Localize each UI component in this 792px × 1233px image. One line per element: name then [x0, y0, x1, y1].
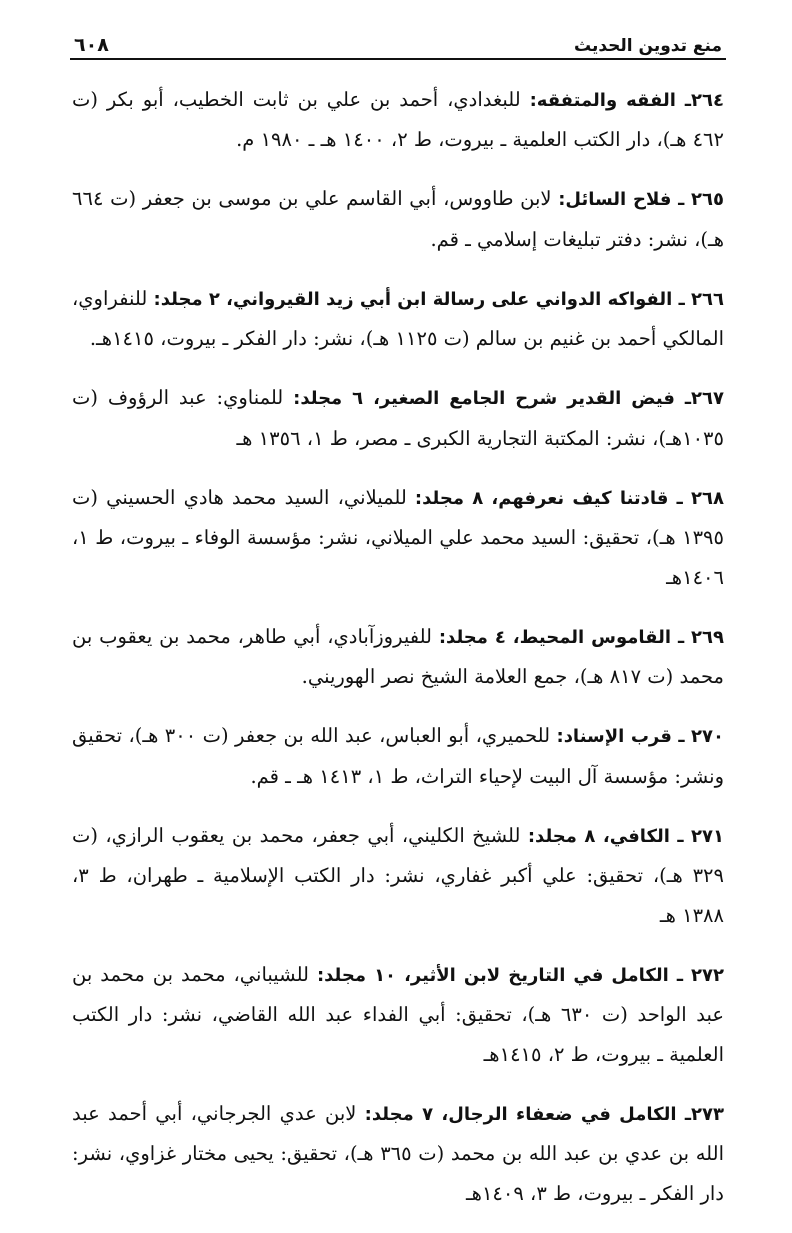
bibliography-entry-265: [70, 179, 726, 259]
entry-title: ٢٧٣ـ الكامل في ضعفاء الرجال، ٧ مجلد:: [364, 1103, 725, 1125]
running-title: منع تدوين الحديث: [573, 36, 722, 56]
entry-title: ٢٦٤ـ الفقه والمتفقه:: [529, 89, 724, 111]
bibliography-entry-270: [70, 716, 726, 796]
entry-title: ٢٧٠ ـ قرب الإسناد:: [556, 726, 725, 747]
entry-details: للفيروزآبادي، أبي طاهر، محمد بن يعقوب بن محمد (ت ٨١٧ هـ)، جمع العلامة الشيخ نصر الهوريني.: [72, 624, 724, 688]
running-header: [70, 26, 726, 60]
entry-title: ٢٧١ ـ الكافي، ٨ مجلد:: [527, 825, 725, 847]
entry-details: للميلاني، السيد محمد هادي الحسيني (ت ١٣٩٥ هـ)، تحقيق: السيد محمد علي الميلاني، نشر: مؤسسة الوفاء ـ بيروت، ط ١، ١٤٠٦هـ: [72, 485, 724, 589]
page-number: ٦٠٨: [74, 34, 109, 56]
bibliography-entry-272: [70, 955, 726, 1075]
entry-details: للنفراوي، المالكي أحمد بن غنيم بن سالم (ت ١١٢٥ هـ)، نشر: دار الفكر ـ بيروت، ١٤١٥هـ.: [72, 286, 724, 350]
entry-title: ٢٦٧ـ فيض القدير شرح الجامع الصغير، ٦ مجلد:: [293, 388, 725, 409]
bibliography-entry-267: [70, 378, 726, 458]
bibliography-list: [70, 80, 726, 1214]
entry-details: لابن طاووس، أبي القاسم علي بن موسى بن جعفر (ت ٦٦٤ هـ)، نشر: دفتر تبليغات إسلامي ـ قم.: [72, 187, 724, 251]
entry-details: للبغدادي، أحمد بن علي بن ثابت الخطيب، أبو بكر (ت ٤٦٢ هـ)، دار الكتب العلمية ـ بيروت، ط ٢، ١٤٠٠ هـ ـ ١٩٨٠ م.: [72, 87, 724, 151]
entry-details: للحميري، أبو العباس، عبد الله بن جعفر (ت ٣٠٠ هـ)، تحقيق ونشر: مؤسسة آل البيت لإحياء التراث، ط ١، ١٤١٣ هـ ـ قم.: [72, 724, 724, 788]
entry-title: ٢٦٩ ـ القاموس المحيط، ٤ مجلد:: [438, 626, 724, 648]
bibliography-entry-269: [70, 617, 726, 697]
entry-details: للشيخ الكليني، أبي جعفر، محمد بن يعقوب الرازي، (ت ٣٢٩ هـ)، تحقيق: علي أكبر غفاري، نشر: دار الكتب الإسلامية ـ طهران، ط ٣، ١٣٨٨ هـ: [72, 823, 724, 927]
entry-title: ٢٦٨ ـ قادتنا كيف نعرفهم، ٨ مجلد:: [414, 487, 725, 509]
entry-title: ٢٦٦ ـ الفواكه الدواني على رسالة ابن أبي زيد القيرواني، ٢ مجلد:: [153, 288, 725, 310]
entry-details: لابن عدي الجرجاني، أبي أحمد عبد الله بن عدي بن عبد الله بن محمد (ت ٣٦٥ هـ)، تحقيق: يحيى مختار غزاوي، نشر: دار الفكر ـ بيروت، ط ٣، ١٤٠٩هـ: [72, 1101, 724, 1205]
entry-details: للمناوي: عبد الرؤوف (ت ١٠٣٥هـ)، نشر: المكتبة التجارية الكبرى ـ مصر، ط ١، ١٣٥٦ هـ: [72, 386, 724, 450]
bibliography-entry-266: [70, 279, 726, 359]
book-page: [70, 26, 726, 1233]
bibliography-entry-264: [70, 80, 726, 160]
entry-title: ٢٧٢ ـ الكامل في التاريخ لابن الأثير، ١٠ مجلد:: [316, 964, 724, 986]
bibliography-entry-273: [70, 1094, 726, 1214]
bibliography-entry-271: [70, 816, 726, 936]
entry-title: ٢٦٥ ـ فلاح السائل:: [558, 189, 724, 210]
entry-details: للشيباني، محمد بن محمد بن عبد الواحد (ت ٦٣٠ هـ)، تحقيق: أبي الفداء عبد الله القاضي، نشر: دار الكتب العلمية ـ بيروت، ط ٢، ١٤١٥هـ: [72, 962, 724, 1066]
bibliography-entry-268: [70, 478, 726, 598]
